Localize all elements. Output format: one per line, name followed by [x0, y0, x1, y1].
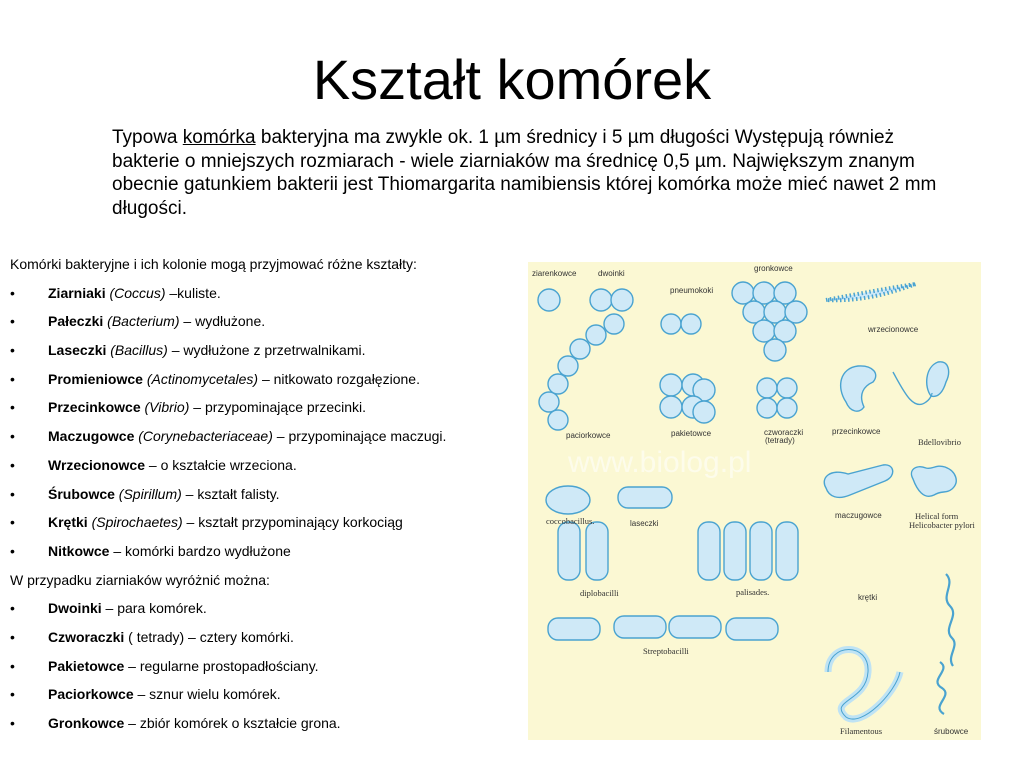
- bdellovibrio-flagellum: [893, 372, 932, 405]
- label-srubowce: śrubowce: [934, 727, 969, 736]
- label-coccobacillus: coccobacillus.: [546, 516, 595, 526]
- bullet: •: [10, 342, 15, 359]
- streptococcus-cell: [548, 410, 568, 430]
- bacillus-cell: [618, 487, 672, 508]
- staphylococcus-cell: [764, 339, 786, 361]
- label-laseczki: laseczki: [630, 519, 659, 528]
- palisade-cell: [776, 522, 798, 580]
- shape-name: Ziarniaki: [48, 284, 106, 301]
- bullet: •: [10, 542, 15, 559]
- label-maczugowce: maczugowce: [835, 511, 882, 520]
- label-ziarenkowce: ziarenkowce: [532, 269, 577, 278]
- shapes-list-block: [10, 254, 515, 742]
- list-item: [10, 455, 515, 484]
- diplobacillus-cell: [558, 522, 580, 580]
- streptobacillus-cell: [548, 618, 600, 640]
- shape-name: Laseczki: [48, 342, 107, 359]
- bullet: •: [10, 628, 15, 645]
- tetrad-cell: [757, 378, 777, 398]
- label-pakietowce: pakietowce: [671, 429, 712, 438]
- shape-name: Śrubowce: [48, 485, 115, 502]
- shape-latin: (Spirillum): [118, 485, 182, 502]
- list-item: [10, 684, 515, 713]
- coccus-cell: [538, 289, 560, 311]
- helicobacter-cell: [911, 466, 956, 496]
- bullet: •: [10, 485, 15, 502]
- shape-latin: (Bacillus): [110, 342, 168, 359]
- label-palisades: palisades.: [736, 587, 770, 597]
- label-paciorkowce: paciorkowce: [566, 431, 611, 440]
- diplococcus-cell: [611, 289, 633, 311]
- label-kretki: krętki: [858, 593, 878, 602]
- list-item: [10, 340, 515, 369]
- palisade-cell: [698, 522, 720, 580]
- intro-paragraph: [112, 126, 962, 220]
- cocci-desc: – para komórek.: [101, 600, 207, 617]
- label-filamentous: Filamentous: [840, 726, 883, 736]
- staphylococcus-cell: [732, 282, 754, 304]
- shape-desc: – kształt przypominający korkociąg: [182, 514, 403, 531]
- bullet: •: [10, 715, 15, 731]
- shape-desc: – o kształcie wrzeciona.: [145, 456, 297, 473]
- shape-latin: (Corynebacteriaceae): [138, 428, 273, 445]
- list-item: [10, 484, 515, 513]
- label-bdellovibrio: Bdellovibrio: [918, 437, 961, 447]
- shapes-heading: Komórki bakteryjne i ich kolonie mogą przyjmować różne kształty:: [10, 256, 417, 272]
- vibrio-cell: [841, 366, 876, 411]
- bullet: •: [10, 686, 15, 703]
- diplobacillus-cell: [586, 522, 608, 580]
- tetrad-cell: [777, 398, 797, 418]
- label-czworaczki: czworaczki: [764, 428, 804, 437]
- label-pneumokoki: pneumokoki: [670, 286, 714, 295]
- shape-latin: (Coccus): [109, 284, 166, 301]
- label-dwoinki: dwoinki: [598, 269, 625, 278]
- shape-name: Krętki: [48, 514, 88, 531]
- shape-name: Wrzecionowce: [48, 456, 145, 473]
- tetrad-cell: [757, 398, 777, 418]
- fusiform-cell: [826, 284, 916, 300]
- list-item: [10, 369, 515, 398]
- staphylococcus-cell: [785, 301, 807, 323]
- bullet: •: [10, 313, 15, 330]
- shape-latin: (Vibrio): [144, 399, 190, 416]
- shape-name: Pałeczki: [48, 313, 104, 330]
- streptococcus-cell: [586, 325, 606, 345]
- sarcina-cell: [660, 374, 682, 396]
- palisade-cell: [750, 522, 772, 580]
- shape-name: Maczugowce: [48, 428, 135, 445]
- streptococcus-cell: [548, 374, 568, 394]
- label-helical-form: Helical form: [915, 511, 959, 521]
- streptobacillus-cell: [726, 618, 778, 640]
- shape-desc: – wydłużone.: [179, 313, 266, 330]
- list-item: [10, 598, 515, 627]
- shape-desc: – przypominające przecinki.: [189, 399, 367, 416]
- shape-desc: – komórki bardzo wydłużone: [109, 542, 291, 559]
- shape-name: Promieniowce: [48, 370, 143, 387]
- streptobacillus-cell: [614, 616, 666, 638]
- bullet: •: [10, 600, 15, 617]
- streptococcus-cell: [604, 314, 624, 334]
- cocci-desc: ( tetrady) – cztery komórki.: [124, 628, 294, 645]
- label-gronkowce: gronkowce: [754, 264, 793, 273]
- sarcina-cell: [693, 401, 715, 423]
- list-item: [10, 283, 515, 312]
- shape-desc: – kształt falisty.: [181, 485, 280, 502]
- bacteria-shapes-figure: [528, 262, 981, 740]
- cocci-desc: – regularne prostopadłościany.: [124, 657, 319, 674]
- spirillum-cell: [937, 662, 945, 714]
- staphylococcus-cell: [753, 320, 775, 342]
- bullet: •: [10, 456, 15, 473]
- shape-desc: – przypominające maczugi.: [272, 428, 447, 445]
- diplococcus-cell: [590, 289, 612, 311]
- bullet: •: [10, 514, 15, 531]
- shape-latin: (Bacterium): [107, 313, 180, 330]
- cocci-desc: – zbiór komórek o kształcie grona.: [124, 715, 341, 731]
- link-komorka[interactable]: komórka: [182, 127, 256, 148]
- list-item: [10, 713, 515, 742]
- shape-name: Nitkowce: [48, 542, 110, 559]
- spirochete-cell: [946, 574, 955, 666]
- list-item: [10, 397, 515, 426]
- shape-desc: – nitkowato rozgałęzione.: [258, 370, 420, 387]
- corynebacterium-cell: [824, 465, 892, 498]
- list-item: [10, 627, 515, 656]
- streptococcus-cell: [558, 356, 578, 376]
- streptococcus-cell: [539, 392, 559, 412]
- pneumococcus-cell: [681, 314, 701, 334]
- bdellovibrio-cell: [927, 362, 949, 397]
- palisade-cell: [724, 522, 746, 580]
- label-wrzecionowce: wrzecionowce: [868, 325, 919, 334]
- list-item: [10, 426, 515, 455]
- cocci-desc: – sznur wielu komórek.: [133, 686, 281, 703]
- bullet: •: [10, 284, 15, 301]
- label-streptobacilli: Streptobacilli: [643, 646, 689, 656]
- list-item: [10, 656, 515, 685]
- tetrad-cell: [777, 378, 797, 398]
- bullet: •: [10, 370, 15, 387]
- label-helicobacter: Helicobacter pylori: [909, 520, 975, 530]
- bullet: •: [10, 399, 15, 416]
- intro-text-rest: bakteryjna ma zwykle ok. 1 µm średnicy i 5 µm długości Występują również bakterie o mniejszych rozmiarach - wiele ziarniaków ma średnicę 0,5 µm. Największym znanym obecnie gatunkiem bakterii jest Thiomargarita namibiensis której komórka może mieć nawet 2 mm długości.: [112, 127, 937, 219]
- cocci-name: Pakietowce: [48, 657, 125, 674]
- cocci-name: Gronkowce: [48, 715, 125, 731]
- cocci-name: Czworaczki: [48, 628, 125, 645]
- bacteria-illustration: [528, 262, 981, 740]
- cocci-name: Paciorkowce: [48, 686, 134, 703]
- list-item: [10, 311, 515, 340]
- shape-desc: – wydłużone z przetrwalnikami.: [167, 342, 366, 359]
- list-item: [10, 512, 515, 541]
- bullet: •: [10, 428, 15, 445]
- shape-latin: (Spirochaetes): [91, 514, 183, 531]
- bullet: •: [10, 657, 15, 674]
- label-diplobacilli: diplobacilli: [580, 588, 619, 598]
- sarcina-cell: [660, 396, 682, 418]
- coccobacillus-cell: [546, 486, 590, 514]
- label-przecinkowce: przecinkowce: [832, 427, 881, 436]
- pneumococcus-cell: [661, 314, 681, 334]
- streptococcus-cell: [570, 339, 590, 359]
- cocci-name: Dwoinki: [48, 600, 102, 617]
- cocci-heading: W przypadku ziarniaków wyróżnić można:: [10, 571, 270, 588]
- shape-name: Przecinkowce: [48, 399, 141, 416]
- streptobacillus-cell: [669, 616, 721, 638]
- intro-text-start: Typowa: [112, 127, 183, 148]
- shape-latin: (Actinomycetales): [146, 370, 259, 387]
- label-tetrady: (tetrady): [765, 436, 795, 445]
- filamentous-cell: [828, 650, 900, 720]
- slide-title: Kształt komórek: [312, 48, 712, 111]
- shape-desc: –kuliste.: [165, 284, 221, 301]
- list-item: [10, 541, 515, 570]
- watermark: www.biolog.pl: [568, 446, 752, 479]
